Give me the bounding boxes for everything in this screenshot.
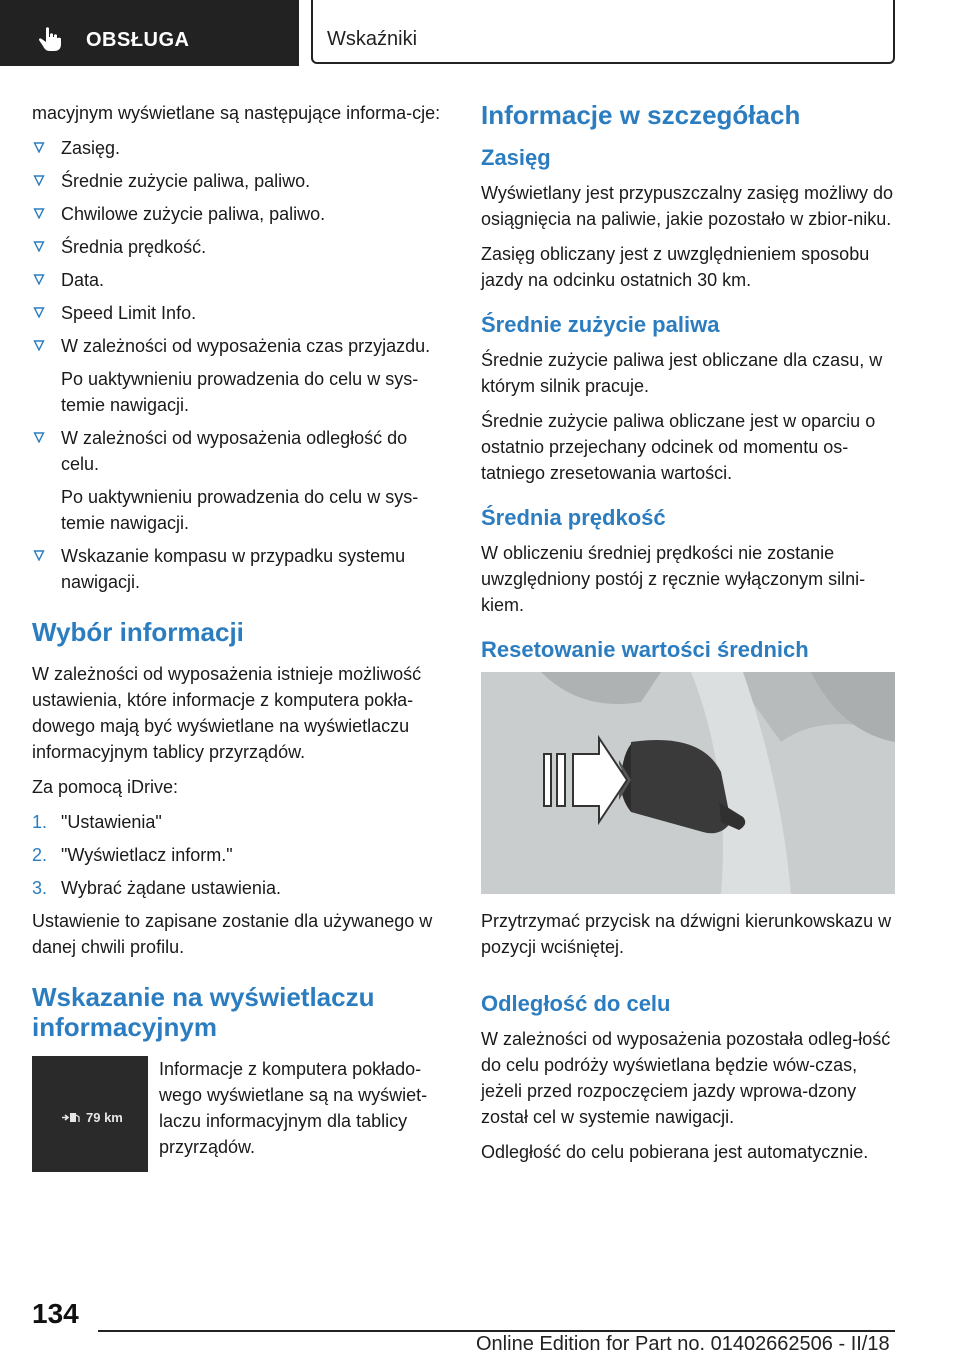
turn-signal-lever-image <box>481 672 895 894</box>
step-text: "Wyświetlacz inform." <box>61 845 233 865</box>
list-item-text: Speed Limit Info. <box>61 303 197 323</box>
fuel-range-icon <box>62 1112 80 1123</box>
list-item <box>32 875 447 901</box>
list-item-text: W zależności od wyposażenia czas przyjazdu. <box>61 336 431 356</box>
triangle-bullet-icon <box>33 339 45 351</box>
triangle-bullet-icon <box>33 240 45 252</box>
list-item <box>32 842 447 868</box>
paragraph-profil: Ustawienie to zapisane zostanie dla używanego w danej chwili profilu. <box>32 911 433 957</box>
paragraph-zasieg-1: Wyświetlany jest przypuszczalny zasięg możliwy do osiągnięcia na paliwie, jakie pozostało w zbior-niku. <box>481 183 893 229</box>
list-item <box>32 809 447 835</box>
list-item <box>32 425 447 536</box>
left-column <box>32 100 447 1172</box>
heading-wskazanie: Wskazanie na wyświetlaczu informacyjnym <box>32 982 375 1042</box>
heading-odleglosc-do-celu: Odległość do celu <box>481 991 671 1016</box>
display-readout <box>62 1105 123 1131</box>
triangle-bullet-icon <box>33 273 45 285</box>
step-text: Wybrać żądane ustawienia. <box>61 878 281 898</box>
triangle-bullet-icon <box>33 141 45 153</box>
paragraph-zuzycie-2: Średnie zużycie paliwa obliczane jest w oparciu o ostatnio przejechany odcinek od momentu os-tatniego zresetowania wartości. <box>481 411 876 483</box>
list-item <box>32 333 447 418</box>
heading-srednie-zuzycie: Średnie zużycie paliwa <box>481 312 720 337</box>
list-item-text: Średnia prędkość. <box>61 237 207 257</box>
heading-informacje-w-szczegolach: Informacje w szczegółach <box>481 100 801 130</box>
header-title-box <box>311 0 895 64</box>
list-item-text: Średnie zużycie paliwa, paliwo. <box>61 171 311 191</box>
intro-paragraph: macyjnym wyświetlane są następujące informa-cje: <box>32 103 441 123</box>
list-item-text: Data. <box>61 270 105 290</box>
page-number: 134 <box>32 1298 79 1329</box>
step-number: 1. <box>32 812 48 832</box>
list-item <box>32 201 447 227</box>
list-item <box>32 234 447 260</box>
header-title: Wskaźniki <box>327 28 418 50</box>
paragraph-wybor: W zależności od wyposażenia istnieje możliwość ustawienia, które informacje z komputera pokła-dowego mają być wyświetlane na wyświetlaczu informacyjnym tablicy przyrządów. <box>32 664 422 762</box>
triangle-bullet-icon <box>33 306 45 318</box>
info-bullet-list <box>32 135 447 595</box>
footer-divider <box>98 1330 895 1332</box>
step-number: 3. <box>32 878 48 898</box>
header-section-label: OBSŁUGA <box>86 29 190 51</box>
hand-pointer-icon <box>38 26 62 52</box>
list-item <box>32 135 447 161</box>
heading-zasieg: Zasięg <box>481 145 551 170</box>
heading-srednia-predkosc: Średnia prędkość <box>481 505 666 530</box>
steps-list <box>32 809 447 901</box>
triangle-bullet-icon <box>33 549 45 561</box>
list-item-text: Zasięg. <box>61 138 121 158</box>
paragraph-predkosc: W obliczeniu średniej prędkości nie zostanie uwzględniony postój z ręcznie wyłączonym silni-kiem. <box>481 543 866 615</box>
heading-wybor-informacji: Wybór informacji <box>32 617 244 647</box>
right-column <box>481 100 896 1174</box>
list-item-subtext: Po uaktywnieniu prowadzenia do celu w sys-temie nawigacji. <box>61 487 419 533</box>
triangle-bullet-icon <box>33 431 45 443</box>
paragraph-idrive: Za pomocą iDrive: <box>32 777 179 797</box>
triangle-bullet-icon <box>33 207 45 219</box>
paragraph-reset: Przytrzymać przycisk na dźwigni kierunkowskazu w pozycji wciśniętej. <box>481 911 892 957</box>
display-figure-row <box>32 1056 447 1172</box>
paragraph-zasieg-2: Zasięg obliczany jest z uwzględnieniem sposobu jazdy na odcinku ostatnich 30 km. <box>481 244 870 290</box>
triangle-bullet-icon <box>33 174 45 186</box>
info-display-image <box>32 1056 148 1172</box>
turn-signal-lever-illustration <box>481 672 895 894</box>
list-item-text: Wskazanie kompasu w przypadku systemu nawigacji. <box>61 546 406 592</box>
list-item <box>32 300 447 326</box>
paragraph-zuzycie-1: Średnie zużycie paliwa jest obliczane dla czasu, w którym silnik pracuje. <box>481 350 883 396</box>
list-item <box>32 168 447 194</box>
list-item-text: W zależności od wyposażenia odległość do celu. <box>61 428 408 474</box>
list-item <box>32 543 447 595</box>
list-item-text: Chwilowe zużycie paliwa, paliwo. <box>61 204 326 224</box>
heading-resetowanie: Resetowanie wartości średnich <box>481 637 809 662</box>
paragraph-odleglosc-1: W zależności od wyposażenia pozostała odleg-łość do celu podróży wyświetlana będzie wów-czas, jeżeli przed rozpoczęciem jazdy wprowa-dzony został cel w systemie nawigacji. <box>481 1029 891 1127</box>
paragraph-wskazanie: Informacje z komputera pokłado-wego wyświetlane są na wyświet-laczu informacyjnym dla tablicy przyrządów. <box>159 1059 428 1157</box>
step-text: "Ustawienia" <box>61 812 162 832</box>
list-item-subtext: Po uaktywnieniu prowadzenia do celu w sys-temie nawigacji. <box>61 369 419 415</box>
step-number: 2. <box>32 845 48 865</box>
header-section-tab <box>0 0 299 66</box>
paragraph-odleglosc-2: Odległość do celu pobierana jest automatycznie. <box>481 1142 869 1162</box>
footer-edition-text: Online Edition for Part no. 01402662506 - II/18 <box>476 1333 890 1355</box>
display-value: 79 km <box>86 1110 123 1125</box>
list-item <box>32 267 447 293</box>
